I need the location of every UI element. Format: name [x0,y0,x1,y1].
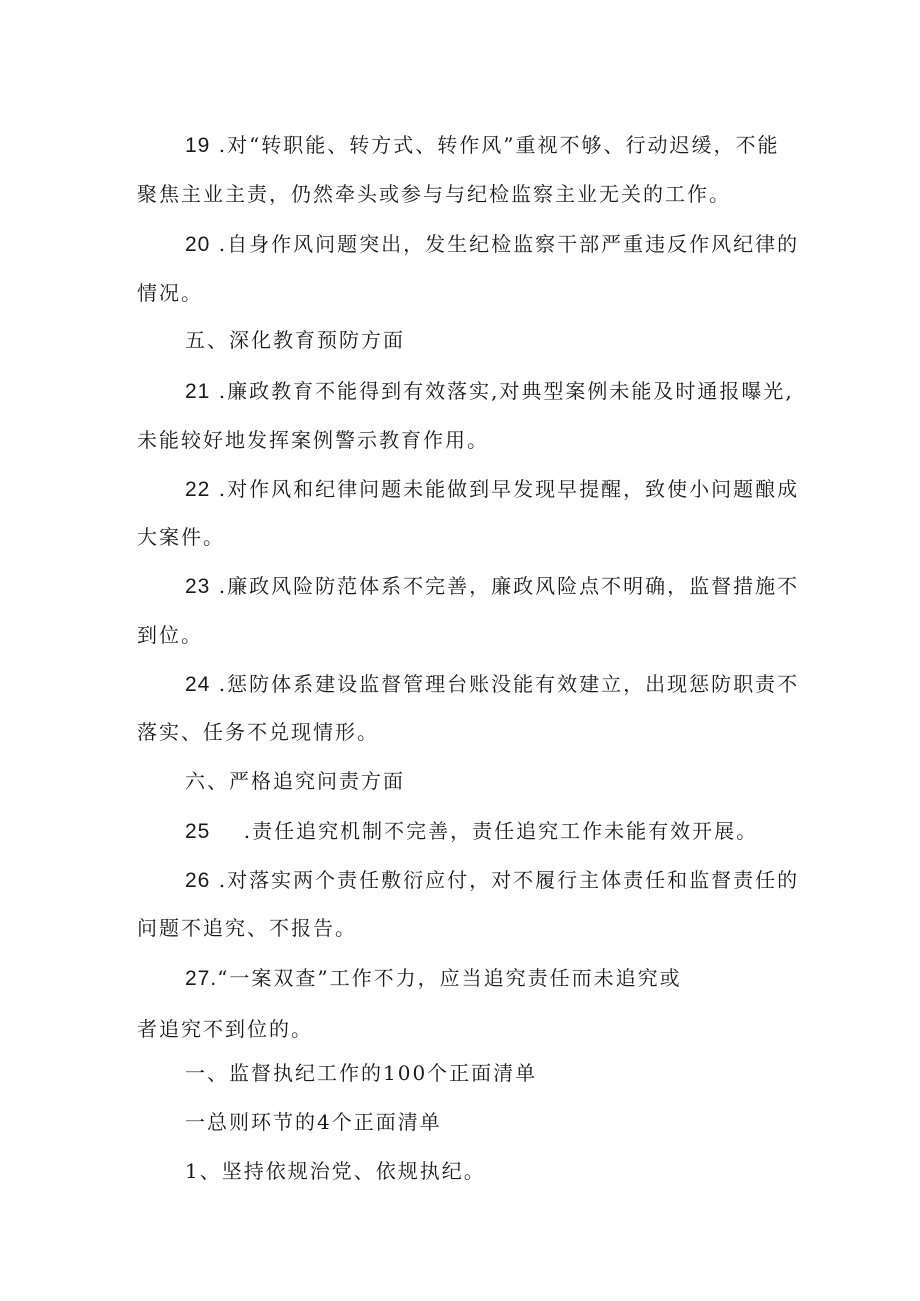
paragraph-23-line-2: 到位。 [137,623,203,647]
paragraph-20-line-2: 情况。 [137,281,203,305]
paragraph-19-line-2: 聚焦主业主责，仍然牵头或参与与纪检监察主业无关的工作。 [137,182,731,206]
paragraph-21-line-2: 未能较好地发挥案例警示教育作用。 [137,428,489,452]
section-heading-5: 五、深化教育预防方面 [185,328,405,352]
paragraph-27-line-1: 27.“一案双查”工作不力，应当追究责任而未追究或 [185,966,682,990]
paragraph-22-line-1: 22 .对作风和纪律问题未能做到早发现早提醒，致使小问题酿成 [185,477,800,501]
paragraph-26-line-2: 问题不追究、不报告。 [137,916,357,940]
paragraph-23-line-1: 23 .廉政风险防范体系不完善，廉政风险点不明确，监督措施不 [185,574,800,598]
paragraph-26-line-1: 26 .对落实两个责任敷衍应付，对不履行主体责任和监督责任的 [185,868,800,892]
paragraph-20-line-1: 20 .自身作风问题突出，发生纪检监察干部严重违反作风纪律的 [185,232,800,256]
paragraph-25: 25 .责任追究机制不完善，责任追究工作未能有效开展。 [185,819,759,843]
paragraph-24-line-1: 24 .惩防体系建设监督管理台账没能有效建立，出现惩防职责不 [185,672,800,696]
paragraph-21-line-1: 21 .廉政教育不能得到有效落实,对典型案例未能及时通报曝光, [185,379,794,403]
paragraph-19-line-1: 19 .对“转职能、转方式、转作风”重视不够、行动迟缓，不能 [185,133,780,157]
paragraph-27-line-2: 者追究不到位的。 [137,1017,313,1041]
paragraph-24-line-2: 落实、任务不兑现情形。 [137,720,379,744]
list-item-1: 1、坚持依规治党、依规执纪。 [185,1159,486,1183]
section-heading-6: 六、严格追究问责方面 [185,769,405,793]
list-heading-positive-100: 一、监督执纪工作的100个正面清单 [185,1061,538,1085]
list-subheading-general-4: 一总则环节的4个正面清单 [185,1110,442,1134]
paragraph-22-line-2: 大案件。 [137,525,225,549]
